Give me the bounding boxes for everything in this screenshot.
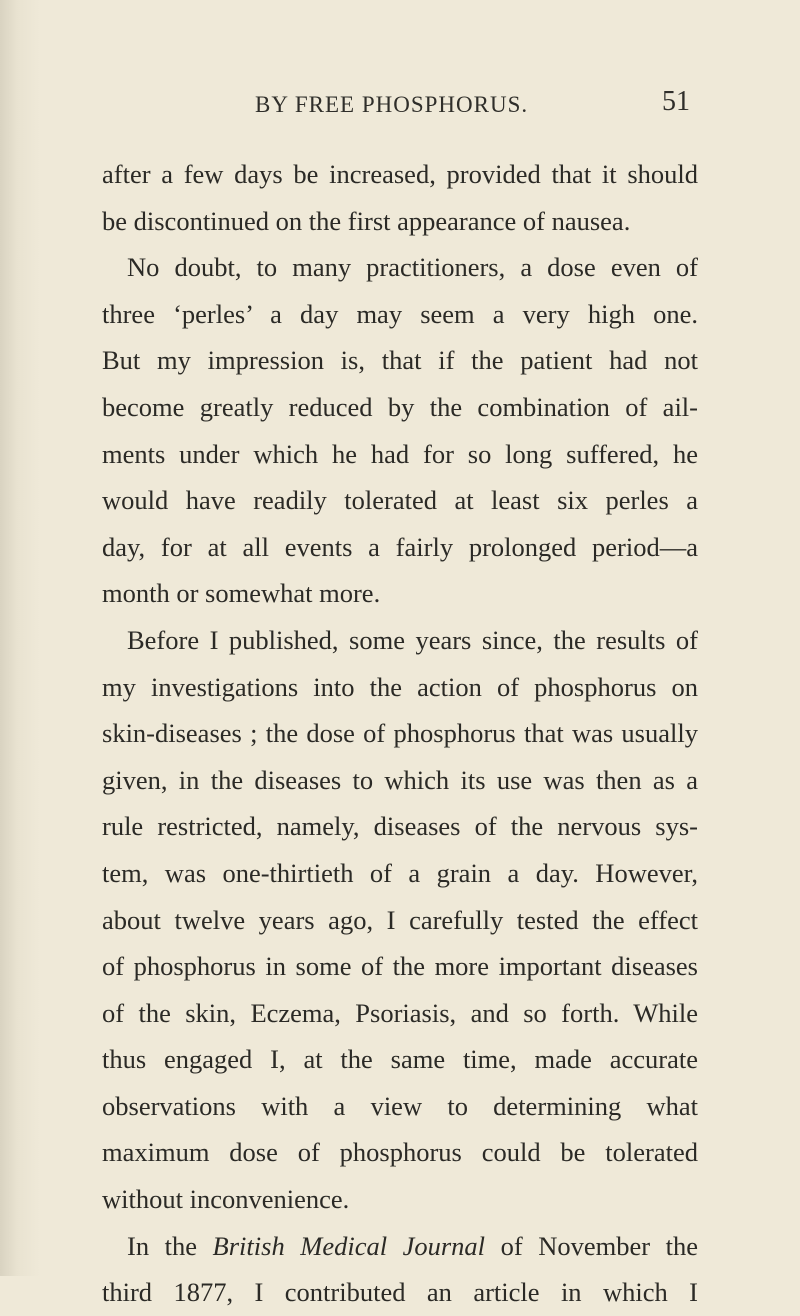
page-number: 51	[662, 86, 690, 117]
text-line	[102, 1223, 698, 1270]
journal-title: British Medical Journal	[212, 1230, 486, 1261]
text-line: of the skin, Eczema, Psoriasis, and so forth. While	[102, 997, 698, 1028]
running-head	[0, 86, 800, 126]
text-line: rule restricted, namely, diseases of the nervous sys-	[102, 811, 698, 842]
text-line: day, for at all events a fairly prolonged period—a	[102, 531, 698, 562]
text-fragment: In the	[127, 1230, 213, 1261]
text-line: of phosphorus in some of the more important diseases	[102, 951, 698, 982]
text-line: But my impression is, that if the patient had not	[102, 345, 698, 376]
text-line: three ‘perles’ a day may seem a very high one.	[102, 298, 698, 329]
text-fragment: of November the	[485, 1230, 698, 1261]
text-line: my investigations into the action of phosphorus on	[102, 671, 698, 702]
body-text	[102, 151, 698, 1316]
text-line: third 1877, I contributed an article in which I	[102, 1277, 698, 1308]
text-line: become greatly reduced by the combination of ail-	[102, 391, 698, 422]
text-line: skin-diseases ; the dose of phosphorus that was usually	[102, 718, 698, 749]
text-line: without inconvenience.	[102, 1184, 350, 1215]
text-line: would have readily tolerated at least six perles a	[102, 485, 698, 516]
text-line: thus engaged I, at the same time, made accurate	[102, 1044, 698, 1075]
text-line: tem, was one-thirtieth of a grain a day. However,	[102, 857, 698, 888]
text-line: No doubt, to many practitioners, a dose even of	[127, 252, 698, 283]
text-line: month or somewhat more.	[102, 578, 381, 609]
text-line: after a few days be increased, provided that it should	[102, 159, 698, 189]
text-line: be discontinued on the first appearance of nausea.	[102, 205, 631, 236]
text-line: maximum dose of phosphorus could be tolerated	[102, 1137, 698, 1168]
text-line: ments under which he had for so long suffered, he	[102, 438, 698, 469]
running-title: BY FREE PHOSPHORUS.	[255, 92, 529, 117]
text-line: Before I published, some years since, the results of	[127, 624, 698, 655]
text-line: about twelve years ago, I carefully tested the effect	[102, 904, 698, 935]
text-line: observations with a view to determining what	[102, 1090, 698, 1121]
text-line: given, in the diseases to which its use was then as a	[102, 764, 698, 795]
